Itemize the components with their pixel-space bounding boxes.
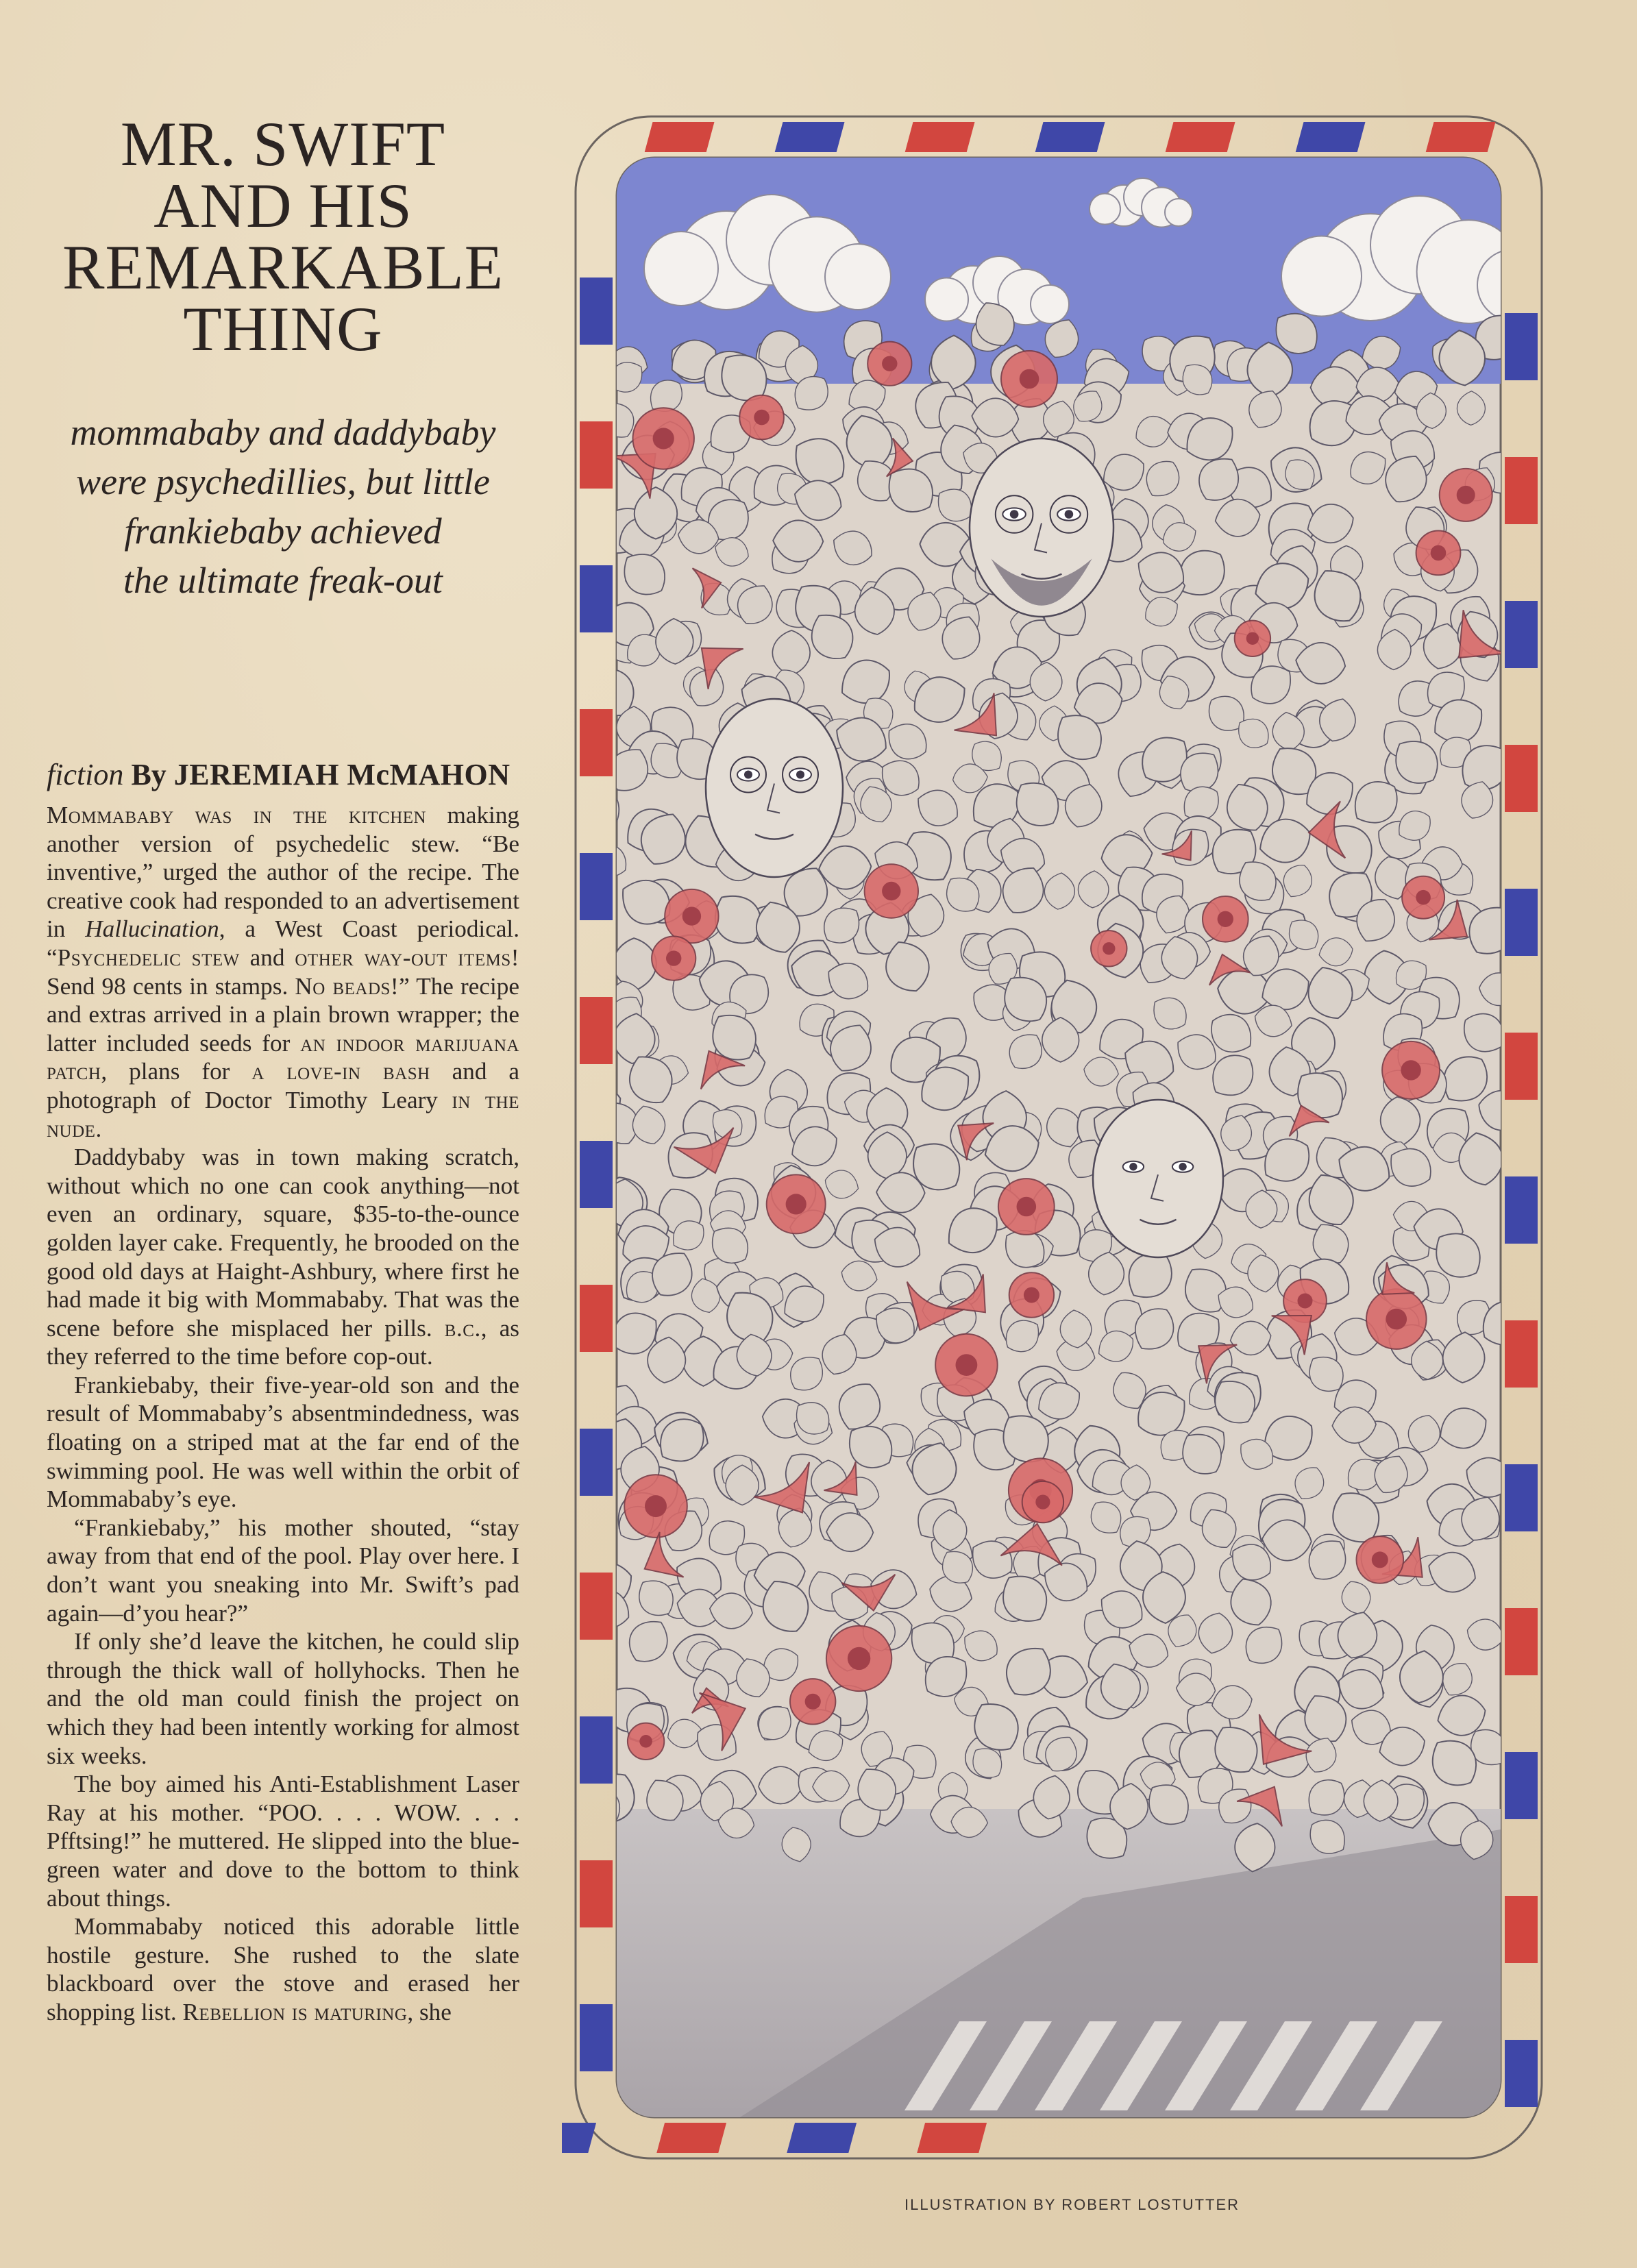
- flower-center: [805, 1694, 821, 1710]
- text-run: ” The recipe and extras arrived in a plain brown wrapper; the latter included seeds for: [47, 972, 519, 1057]
- title-line: MR. SWIFT: [120, 109, 446, 179]
- body-paragraph: [47, 1514, 519, 1627]
- pupil: [744, 771, 752, 779]
- flower-center: [1218, 911, 1233, 927]
- text-run: .: [95, 1115, 102, 1142]
- text-run: Send 98 cents in stamps.: [47, 972, 295, 1000]
- text-run: b.c.: [444, 1314, 481, 1342]
- flower-center: [1386, 1309, 1407, 1330]
- stripe: [580, 853, 613, 920]
- stripe: [1505, 1320, 1538, 1388]
- article-column: [47, 109, 520, 2027]
- stripe: [580, 565, 613, 632]
- flower-center: [848, 1647, 870, 1670]
- face: [1093, 1100, 1223, 1257]
- stripe: [580, 709, 613, 776]
- stripe: [580, 1716, 613, 1784]
- subtitle-line: were psychedillies, but little: [76, 461, 490, 502]
- body-paragraph: [47, 1627, 519, 1770]
- byline-author: JEREMIAH McMAHON: [173, 758, 510, 791]
- flower-center: [1246, 632, 1259, 645]
- cloud-puff: [1281, 236, 1362, 317]
- text-run: an indoor marijuana patch: [47, 1029, 519, 1085]
- flower-center: [666, 950, 681, 965]
- stripe: [1505, 601, 1538, 668]
- subtitle-line: the ultimate freak-out: [123, 560, 443, 601]
- text-run: Hallucination: [85, 915, 219, 943]
- flower-center: [639, 1735, 652, 1748]
- stripe: [1166, 122, 1235, 152]
- text-run: Rebellion is maturing: [182, 1998, 408, 2025]
- text-run: and: [239, 944, 295, 971]
- text-run: Daddybaby was in town making scratch, without which no one can cook anything—not even an ordinary, square, $35-to-the-ounce golden layer cake. Frequently, he brooded on the good old days at Haight-Ashbury, where first he had made it big with Mommababy. That was the scene before she misplaced her pills.: [47, 1144, 519, 1342]
- stripe: [1505, 889, 1538, 956]
- flower-center: [1035, 1495, 1050, 1509]
- stripe: [580, 2004, 613, 2071]
- flower-center: [882, 882, 900, 900]
- stripe: [580, 1285, 613, 1352]
- subtitle-line: frankiebaby achieved: [124, 510, 442, 552]
- flower-center: [1431, 545, 1447, 561]
- article-body: [47, 801, 519, 2027]
- flower-center: [882, 356, 897, 371]
- flower-center: [682, 907, 701, 925]
- flower-center: [1017, 1197, 1037, 1217]
- stripe: [1505, 1033, 1538, 1100]
- text-run: , as they referred to the time before cop-out.: [47, 1314, 520, 1370]
- body-paragraph: [47, 1371, 519, 1514]
- byline: [47, 757, 519, 793]
- flower-center: [653, 428, 674, 449]
- text-run: in the nude: [47, 1086, 520, 1142]
- title-line: AND HIS: [153, 171, 413, 241]
- illustration: [562, 103, 1555, 2172]
- pupil: [1065, 510, 1074, 519]
- text-run: Psychedelic stew: [57, 944, 240, 971]
- text-run: Mommababy noticed this adorable little hostile gesture. She rushed to the slate blackboard over the stove and erased her shopping list.: [47, 1913, 519, 2025]
- stripe: [1505, 1608, 1538, 1675]
- flower-center: [645, 1495, 667, 1517]
- byline-genre: fiction: [47, 758, 124, 791]
- stripe: [580, 278, 613, 345]
- illustration-credit: ILLUSTRATION BY ROBERT LOSTUTTER: [904, 2196, 1240, 2213]
- stripe: [1505, 457, 1538, 524]
- text-run: , she: [407, 1998, 452, 2025]
- body-paragraph: [47, 801, 519, 1143]
- stripe: [580, 1573, 613, 1640]
- flower-center: [1457, 486, 1475, 504]
- text-run: a love-in bash: [251, 1058, 430, 1085]
- stripe: [580, 421, 613, 489]
- stripe: [1505, 2040, 1538, 2107]
- cloud-puff: [644, 232, 718, 306]
- text-run: , plans for: [101, 1058, 252, 1085]
- text-run: “Frankiebaby,” his mother shouted, “stay away from that end of the pool. Play over here. I don’t want you sneaking into Mr. Swift’s pad again—d’you hear?”: [47, 1514, 519, 1627]
- pupil: [796, 771, 804, 779]
- body-paragraph: [47, 1143, 519, 1371]
- flower-center: [1372, 1551, 1388, 1568]
- text-run: and a photograph of Doctor Timothy Leary: [47, 1058, 519, 1113]
- stripe: [905, 122, 975, 152]
- stripe: [562, 2123, 596, 2153]
- stripe: [775, 122, 845, 152]
- stripe: [656, 2123, 726, 2153]
- title-line: REMARKABLE: [62, 232, 504, 302]
- text-run: No beads!: [295, 972, 399, 1000]
- stripe: [580, 1429, 613, 1496]
- cloud-puff: [825, 244, 891, 310]
- flower-center: [786, 1194, 807, 1214]
- stripe: [1426, 122, 1496, 152]
- stripe: [1505, 745, 1538, 812]
- body-paragraph: [47, 1770, 519, 1912]
- face: [706, 699, 843, 877]
- text-run: other way-out items!: [295, 944, 519, 971]
- stripe: [1505, 1752, 1538, 1819]
- stripe: [580, 997, 613, 1064]
- stripe: [1505, 313, 1538, 380]
- article-title: [47, 109, 519, 364]
- stripe: [1035, 122, 1105, 152]
- text-run: , a West Coast periodical. “: [47, 915, 520, 971]
- stripe: [917, 2123, 987, 2153]
- subtitle-line: mommababy and daddybaby: [70, 412, 496, 453]
- pupil: [1010, 510, 1019, 519]
- flower-center: [1401, 1060, 1420, 1080]
- flower-center: [754, 410, 770, 426]
- text-run: Mommababy was in the kitchen: [47, 802, 427, 828]
- stripe: [580, 1860, 613, 1927]
- flower-center: [1298, 1294, 1313, 1309]
- stripe: [1505, 1464, 1538, 1531]
- illustration-canvas: [562, 103, 1555, 2172]
- flower-center: [1020, 369, 1039, 389]
- text-run: Frankiebaby, their five-year-old son and the result of Mommababy’s absentmindedness, was floating on a striped mat at the far end of the swimming pool. He was well within the orbit of Mommababy’s eye.: [47, 1371, 519, 1513]
- cloud-puff: [925, 278, 968, 321]
- pupil: [1179, 1163, 1186, 1170]
- flower-center: [1024, 1287, 1039, 1303]
- stripe: [1505, 1176, 1538, 1244]
- cloud-puff: [1090, 194, 1120, 225]
- text-run: If only she’d leave the kitchen, he could slip through the thick wall of hollyhocks. Then he and the old man could finish the project on which they had been intently working for almost six weeks.: [47, 1628, 519, 1769]
- flower-center: [956, 1354, 978, 1376]
- stripe: [645, 122, 715, 152]
- body-paragraph: [47, 1912, 519, 2026]
- stripe: [1296, 122, 1366, 152]
- cloud-puff: [1417, 220, 1521, 323]
- flower-center: [1103, 942, 1115, 954]
- title-line: THING: [183, 294, 383, 364]
- byline-by: By: [131, 758, 167, 791]
- pupil: [1129, 1163, 1137, 1170]
- cloud-puff: [1165, 199, 1192, 226]
- cloud-puff: [1477, 249, 1549, 321]
- stripe: [787, 2123, 857, 2153]
- article-subtitle: [47, 408, 519, 605]
- flower-center: [1416, 890, 1431, 905]
- text-run: making another version of psychedelic stew. “Be inventive,” urged the author of the recipe. The creative cook had responded to an advertisement in: [47, 802, 520, 943]
- stripe: [1505, 1896, 1538, 1963]
- cloud-puff: [1031, 285, 1069, 323]
- stripe: [580, 1141, 613, 1208]
- text-run: The boy aimed his Anti-Establishment Laser Ray at his mother. “POO. . . . WOW. . . . Pfftsing!” he muttered. He slipped into the blue-green water and dove to the bottom to think about things.: [47, 1771, 519, 1912]
